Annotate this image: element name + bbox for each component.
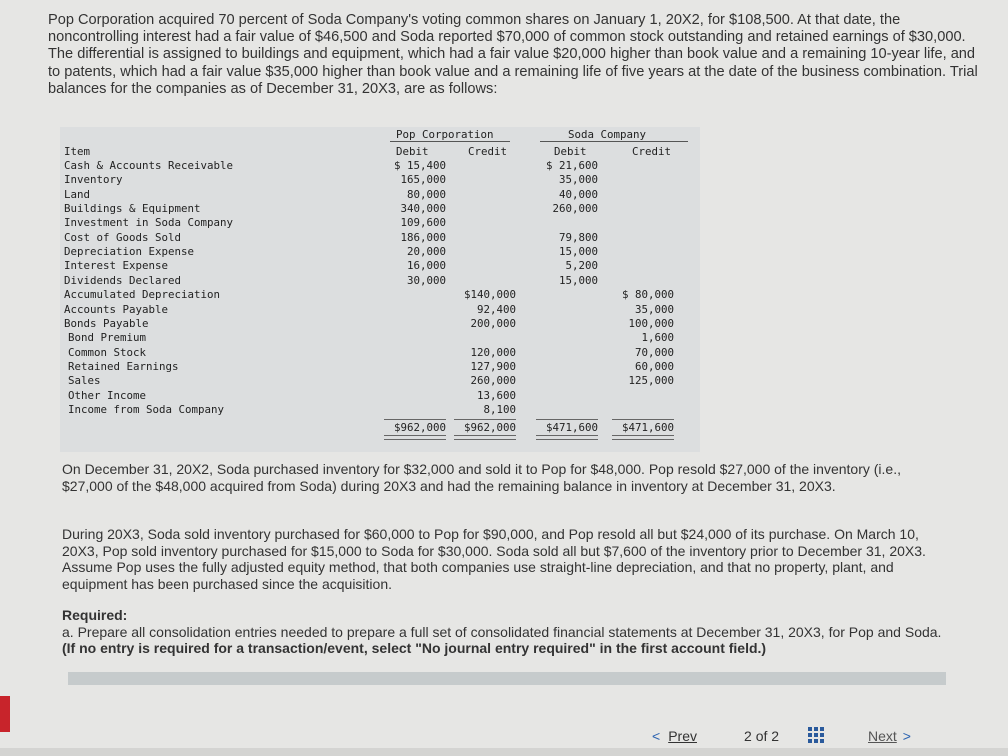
trial-balance-table xyxy=(60,127,700,452)
intercompany-paragraph-1: On December 31, 20X2, Soda purchased inventory for $32,000 and sold it to Pop for $48,000. Pop resold $27,000 of the inventory (i.e., $27,000 of the $48,000 acquired from Soda) during 20X3 and had the remaining balance in inventory at December 31, 20X3. xyxy=(62,461,901,494)
table-cell-sd: 260,000 xyxy=(552,202,598,216)
table-cell-pc: 8,100 xyxy=(483,402,516,416)
table-cell-sd: 40,000 xyxy=(558,187,598,201)
prev-label: Prev xyxy=(668,728,697,744)
table-cell-sd: 35,000 xyxy=(558,173,598,187)
soda-debit-header: Debit xyxy=(554,145,587,158)
page-total: 2 xyxy=(771,728,780,744)
table-row-item: Sales xyxy=(68,374,101,388)
table-cell-pd: 16,000 xyxy=(406,259,446,273)
table-cell-pc: $140,000 xyxy=(463,288,516,302)
item-header: Item xyxy=(64,145,91,158)
bottom-strip xyxy=(0,748,1008,756)
total-rule xyxy=(536,419,598,420)
soda-credit-header: Credit xyxy=(632,145,672,158)
table-total-pd: $962,000 xyxy=(393,421,446,435)
problem-intro: Pop Corporation acquired 70 percent of Soda Company's voting common shares on January 1, 20X2, for $108,500. At that date, the noncontrolling interest had a fair value of $46,500 and Soda reported $70,000 of common stock outstanding and retained earnings of $30,000. The differential is assigned to buildings and equipment, which had a fair value $20,000 higher than book value and a remaining 10-year life, and to patents, which had a fair value $35,000 higher than book value and a remaining life of five years at the date of the business combination. Trial balances for the companies as of December 31, 20X3, are as follows: xyxy=(48,12,978,97)
table-cell-pd: 340,000 xyxy=(400,202,446,216)
table-cell-sd: $ 21,600 xyxy=(545,159,598,172)
pop-credit-header: Credit xyxy=(468,145,508,158)
total-rule xyxy=(612,419,674,420)
table-cell-pd: 109,600 xyxy=(400,216,446,230)
table-cell-pc: 260,000 xyxy=(470,374,516,388)
table-row-item: Cost of Goods Sold xyxy=(64,230,182,244)
page-current: 2 xyxy=(744,728,752,744)
table-cell-pc: 200,000 xyxy=(470,316,516,330)
table-row-item: Cash & Accounts Receivable xyxy=(64,159,234,172)
table-row-item: Bond Premium xyxy=(68,331,147,345)
pop-debit-header: Debit xyxy=(396,145,429,158)
table-row-item: Dividends Declared xyxy=(64,273,182,287)
total-double-rule xyxy=(454,435,516,440)
table-row-item: Common Stock xyxy=(68,345,147,359)
required-note: (If no entry is required for a transaction/event, select "No journal entry required" in the first account field.) xyxy=(62,640,767,656)
table-cell-sc: 60,000 xyxy=(634,359,674,373)
page-indicator xyxy=(744,728,779,744)
total-double-rule xyxy=(612,435,674,440)
table-cell-sc: 100,000 xyxy=(628,316,674,330)
table-cell-pd: 80,000 xyxy=(406,187,446,201)
table-cell-pc: 127,900 xyxy=(470,359,516,373)
table-cell-pd: 186,000 xyxy=(400,230,446,244)
table-cell-sc: 70,000 xyxy=(634,345,674,359)
required-section xyxy=(62,607,942,657)
required-title: Required: xyxy=(62,607,128,623)
table-row-item: Land xyxy=(64,187,91,201)
intercompany-paragraph-2: During 20X3, Soda sold inventory purchased for $60,000 to Pop for $90,000, and Pop resold all but $24,000 of its purchase. On March 10, 20X3, Pop sold inventory purchased for $15,000 to Soda for $30,000. Soda sold all but $7,600 of the inventory prior to December 31, 20X3. Assume Pop uses the fully adjusted equity method, that both companies use straight-line depreciation, and that no property, plant, and equipment has been purchased since the acquisition. xyxy=(62,526,926,592)
table-total-sc: $471,600 xyxy=(621,421,674,435)
table-cell-sc: 125,000 xyxy=(628,374,674,388)
table-cell-sc: $ 80,000 xyxy=(621,288,674,302)
prev-button[interactable] xyxy=(652,728,697,744)
table-row-item: Other Income xyxy=(68,388,147,402)
total-rule xyxy=(454,419,516,420)
table-row-item: Bonds Payable xyxy=(64,316,149,330)
table-cell-sd: 5,200 xyxy=(565,259,598,273)
trial-balance-grid xyxy=(60,127,700,452)
chevron-right-icon: > xyxy=(902,728,911,744)
table-cell-pd: 20,000 xyxy=(406,245,446,259)
table-row-item: Accounts Payable xyxy=(64,302,169,316)
table-row-item: Depreciation Expense xyxy=(64,245,195,259)
pop-header-rule xyxy=(390,141,510,142)
total-double-rule xyxy=(536,435,598,440)
next-label: Next xyxy=(868,728,897,744)
table-row-item: Accumulated Depreciation xyxy=(64,288,221,302)
total-rule xyxy=(384,419,446,420)
table-row-item: Income from Soda Company xyxy=(68,402,225,416)
table-cell-pc: 92,400 xyxy=(476,302,516,316)
required-text: a. Prepare all consolidation entries needed to prepare a full set of consolidated financial statements at December 31, 20X3, for Pop and Soda. xyxy=(62,623,942,640)
total-double-rule xyxy=(384,435,446,440)
table-total-sd: $471,600 xyxy=(545,421,598,435)
soda-header: Soda Company xyxy=(568,128,647,141)
table-cell-pd: 165,000 xyxy=(400,173,446,187)
required-instructions xyxy=(62,624,942,657)
pop-header: Pop Corporation xyxy=(396,128,494,141)
chevron-left-icon: < xyxy=(652,728,661,744)
table-cell-pc: 120,000 xyxy=(470,345,516,359)
grid-icon[interactable] xyxy=(808,727,824,743)
answer-area-bar xyxy=(68,672,946,685)
table-cell-pd: 30,000 xyxy=(406,273,446,287)
table-row-item: Investment in Soda Company xyxy=(64,216,234,230)
side-red-tab[interactable] xyxy=(0,696,10,732)
table-total-pc: $962,000 xyxy=(463,421,516,435)
soda-header-rule xyxy=(540,141,688,142)
table-cell-pc: 13,600 xyxy=(476,388,516,402)
table-cell-sd: 15,000 xyxy=(558,245,598,259)
table-row-item: Inventory xyxy=(64,173,123,187)
table-cell-sd: 15,000 xyxy=(558,273,598,287)
table-cell-sc: 35,000 xyxy=(634,302,674,316)
table-cell-pd: $ 15,400 xyxy=(393,159,446,172)
table-row-item: Interest Expense xyxy=(64,259,169,273)
page-of: of xyxy=(755,728,768,744)
table-row-item: Buildings & Equipment xyxy=(64,202,201,216)
table-row-item: Retained Earnings xyxy=(68,359,179,373)
table-cell-sd: 79,800 xyxy=(558,230,598,244)
next-button[interactable] xyxy=(868,728,911,744)
table-cell-sc: 1,600 xyxy=(641,331,674,345)
